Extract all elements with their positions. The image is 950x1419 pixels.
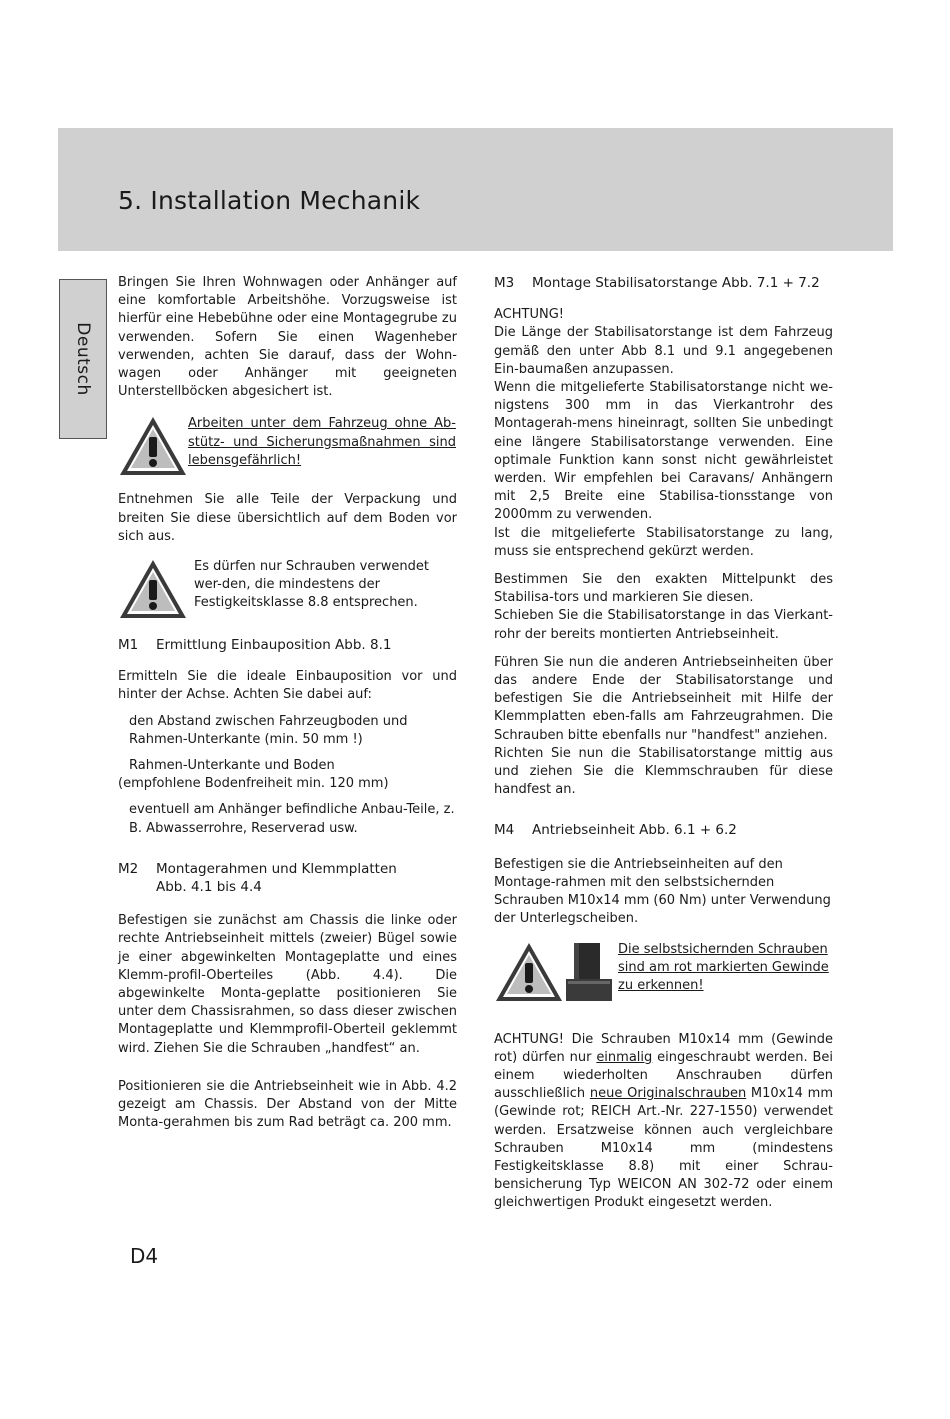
m3-paragraph-2: Wenn die mitgelieferte Stabilisatorstange nicht we-nigstens 300 mm in das Vierkantrohr des Montagerah-mens hineinragt, sollten Sie unbedingt eine längere Stabilisatorstange verwenden. Eine optimale Funktion kann sonst nicht gewährleistet werden. Wir empfehlen bei Caravans/ Anhängern mit 2,5 Breite eine Stabilisa-tionsstange von 2000mm zu verwenden. <box>494 380 833 523</box>
m2-paragraph-2: Positionieren sie die Antriebseinheit wie in Abb. 4.2 gezeigt am Chassis. Der Abstand von der Mitte Monta-gerahmen bis zum Rad beträgt ca. 200 mm. <box>118 1078 457 1131</box>
m4-p2-c: eingeschraubt werden. Bei einem wiederholten Anschrauben dürfen ausschließlich <box>494 1049 833 1102</box>
m2-paragraph-1: Befestigen sie zunächst am Chassis die linke oder rechte Antriebseinheit mittels (zweier) Bügel sowie je einer abgewinkelten Montageplatte und eines Klemm-profil-Oberteiles (Abb. 4.4). Die abgewinkelte Monta-geplatte positionieren Sie unter dem Chassisrahmen, so dass dieser zwischen Montageplatte und Klemmprofil-Oberteil geklemmt wird. Ziehen Sie die Schrauben „handfest“ an. <box>118 913 457 1056</box>
language-tab <box>59 279 107 439</box>
warning-text-1: Arbeiten unter dem Fahrzeug ohne Ab-stütz- und Sicherungsmaßnahmen sind lebensgefährlich! <box>188 416 456 468</box>
m4-p2-a: ACHTUNG! Die Schrauben M10x14 mm (Gewinde rot) dürfen nur <box>494 1031 833 1065</box>
section-title: Montage Stabilisatorstange Abb. 7.1 + 7.2 <box>532 275 820 291</box>
section-heading-m3 <box>494 274 833 292</box>
section-title: Ermittlung Einbauposition Abb. 8.1 <box>156 637 392 654</box>
m1-list-item-3: eventuell am Anhänger befindliche Anbau-Teile, z. B. Abwasserrohre, Reserverad usw. <box>129 802 455 836</box>
m1-list-item-2: Rahmen-Unterkante und Boden <box>129 758 335 774</box>
m3-paragraph-5 <box>494 607 833 643</box>
warning-block-2 <box>118 558 457 620</box>
m4-paragraph-1: Befestigen sie die Antriebseinheiten auf den Montage-rahmen mit den selbstsichernden Schrauben M10x14 mm (60 Nm) unter Verwendung der Unterlegscheiben. <box>494 856 831 927</box>
m1-list-item-1-value: (min. 50 mm !) <box>264 731 363 747</box>
unpack-paragraph: Entnehmen Sie alle Teile der Verpackung und breiten Sie diese übersichtlich auf dem Boden vor sich aus. <box>118 492 457 544</box>
m3-paragraph-3: Ist die mitgelieferte Stabilisatorstange zu lang, muss sie entsprechend gekürzt werden. <box>494 525 833 559</box>
warning-triangle-icon <box>494 941 564 1003</box>
section-heading-m4 <box>494 821 833 839</box>
m3-p7-a: Richten Sie nun die <box>494 745 631 761</box>
m3-p7-c: mittig aus und ziehen Sie die Klemmschrauben für diese handfest an. <box>494 745 833 798</box>
header-band <box>58 128 893 251</box>
achtung-label: ACHTUNG! <box>494 307 564 323</box>
m4-p2-emphasis-2: neue Originalschrauben <box>589 1086 747 1102</box>
section-title: Antriebseinheit Abb. 6.1 + 6.2 <box>532 822 737 839</box>
m3-paragraph-1: Die Länge der Stabilisatorstange ist dem Fahrzeug gemäß den unter Abb 8.1 und 9.1 angegebenen Ein-baumaßen anzupassen. <box>494 325 833 377</box>
m4-p2-e: M10x14 mm (Gewinde rot; REICH Art.-Nr. 227-1550) verwendet werden. Ersatzweise können auch vergleichbare Schrauben M10x14 mm (mindestens Festigkeitsklasse 8.8) mit einer Schrau-bensicherung Typ WEICON AN 302-72 oder einem gleichwertigen Produkt eingesetzt werden. <box>494 1086 833 1211</box>
language-tab-label: Deutsch <box>73 322 93 396</box>
warning-triangle-icon <box>118 415 188 477</box>
warning-triangle-icon <box>118 558 188 620</box>
section-number: M3 <box>494 275 515 291</box>
warning-block-1 <box>118 415 457 477</box>
m1-list-item-2-note: (empfohlene Bodenfreiheit min. 120 mm) <box>118 776 389 792</box>
m1-paragraph: Ermitteln Sie die ideale Einbauposition vor und hinter der Achse. Achten Sie dabei auf: <box>118 669 457 703</box>
section-number: M4 <box>494 822 515 839</box>
m3-paragraph-6: Führen Sie nun die anderen Antriebseinheiten über das andere Ende der Stabilisatorstange und befestigen Sie die Antriebseinheit mit Hilfe der Klemmplatten eben-falls am Fahrzeugrahmen. Die Schrauben bitte ebenfalls nur "handfest" anziehen. <box>494 654 833 743</box>
warning-text-3: Die selbstsichernden Schrauben sind am rot markierten Gewinde zu erkennen! <box>618 941 829 993</box>
section-heading-m2-line2: Abb. 4.1 bis 4.4 <box>156 879 262 896</box>
section-heading-m1 <box>118 636 457 654</box>
right-column <box>494 274 833 1213</box>
m4-p2-emphasis: einmalig <box>596 1049 653 1065</box>
m1-list-item-1 <box>118 713 457 749</box>
page-title: 5. Installation Mechanik <box>118 186 421 215</box>
warning-block-3 <box>494 941 833 1003</box>
section-number: M2 <box>118 860 139 877</box>
m4-paragraph-2 <box>494 1031 833 1213</box>
m3-p7-term: Stabilisatorstange <box>638 745 757 761</box>
section-title: Montagerahmen und Klemmplatten <box>156 860 397 877</box>
m1-list-item-1-text: den Abstand zwischen Fahrzeugboden und Rahmen-Unterkante <box>129 713 408 747</box>
intro-paragraph: Bringen Sie Ihren Wohnwagen oder Anhänger auf eine komfortable Arbeitshöhe. Vorzugsweise ist hierfür eine Hebebühne oder eine Montagegrube zu verwenden. Sofern Sie einen Wagenheber verwenden, achten Sie darauf, dass der Wohn-wagen oder Anhänger mit geeigneten Unterstellböcken abgesichert ist. <box>118 275 457 400</box>
screw-icon <box>566 941 612 1003</box>
m3-paragraph-7 <box>494 745 833 800</box>
m3-p5-term: Stabilisatorstange <box>607 608 726 624</box>
section-number: M1 <box>118 637 139 654</box>
m3-p5-c: in das Vierkant-rohr der bereits montierten Antriebseinheit. <box>494 608 833 642</box>
warning-text-2: Es dürfen nur Schrauben verwendet wer-den, die mindestens der Festigkeitsklasse 8.8 entsprechen. <box>194 559 429 611</box>
section-heading-m2 <box>118 860 457 878</box>
m3-p5-a: Schieben Sie die <box>494 608 603 624</box>
left-column <box>118 274 457 1133</box>
page-number: D4 <box>130 1244 159 1268</box>
m3-paragraph-4: Bestimmen Sie den exakten Mittelpunkt des Stabilisa-tors und markieren Sie diesen. <box>494 572 833 606</box>
